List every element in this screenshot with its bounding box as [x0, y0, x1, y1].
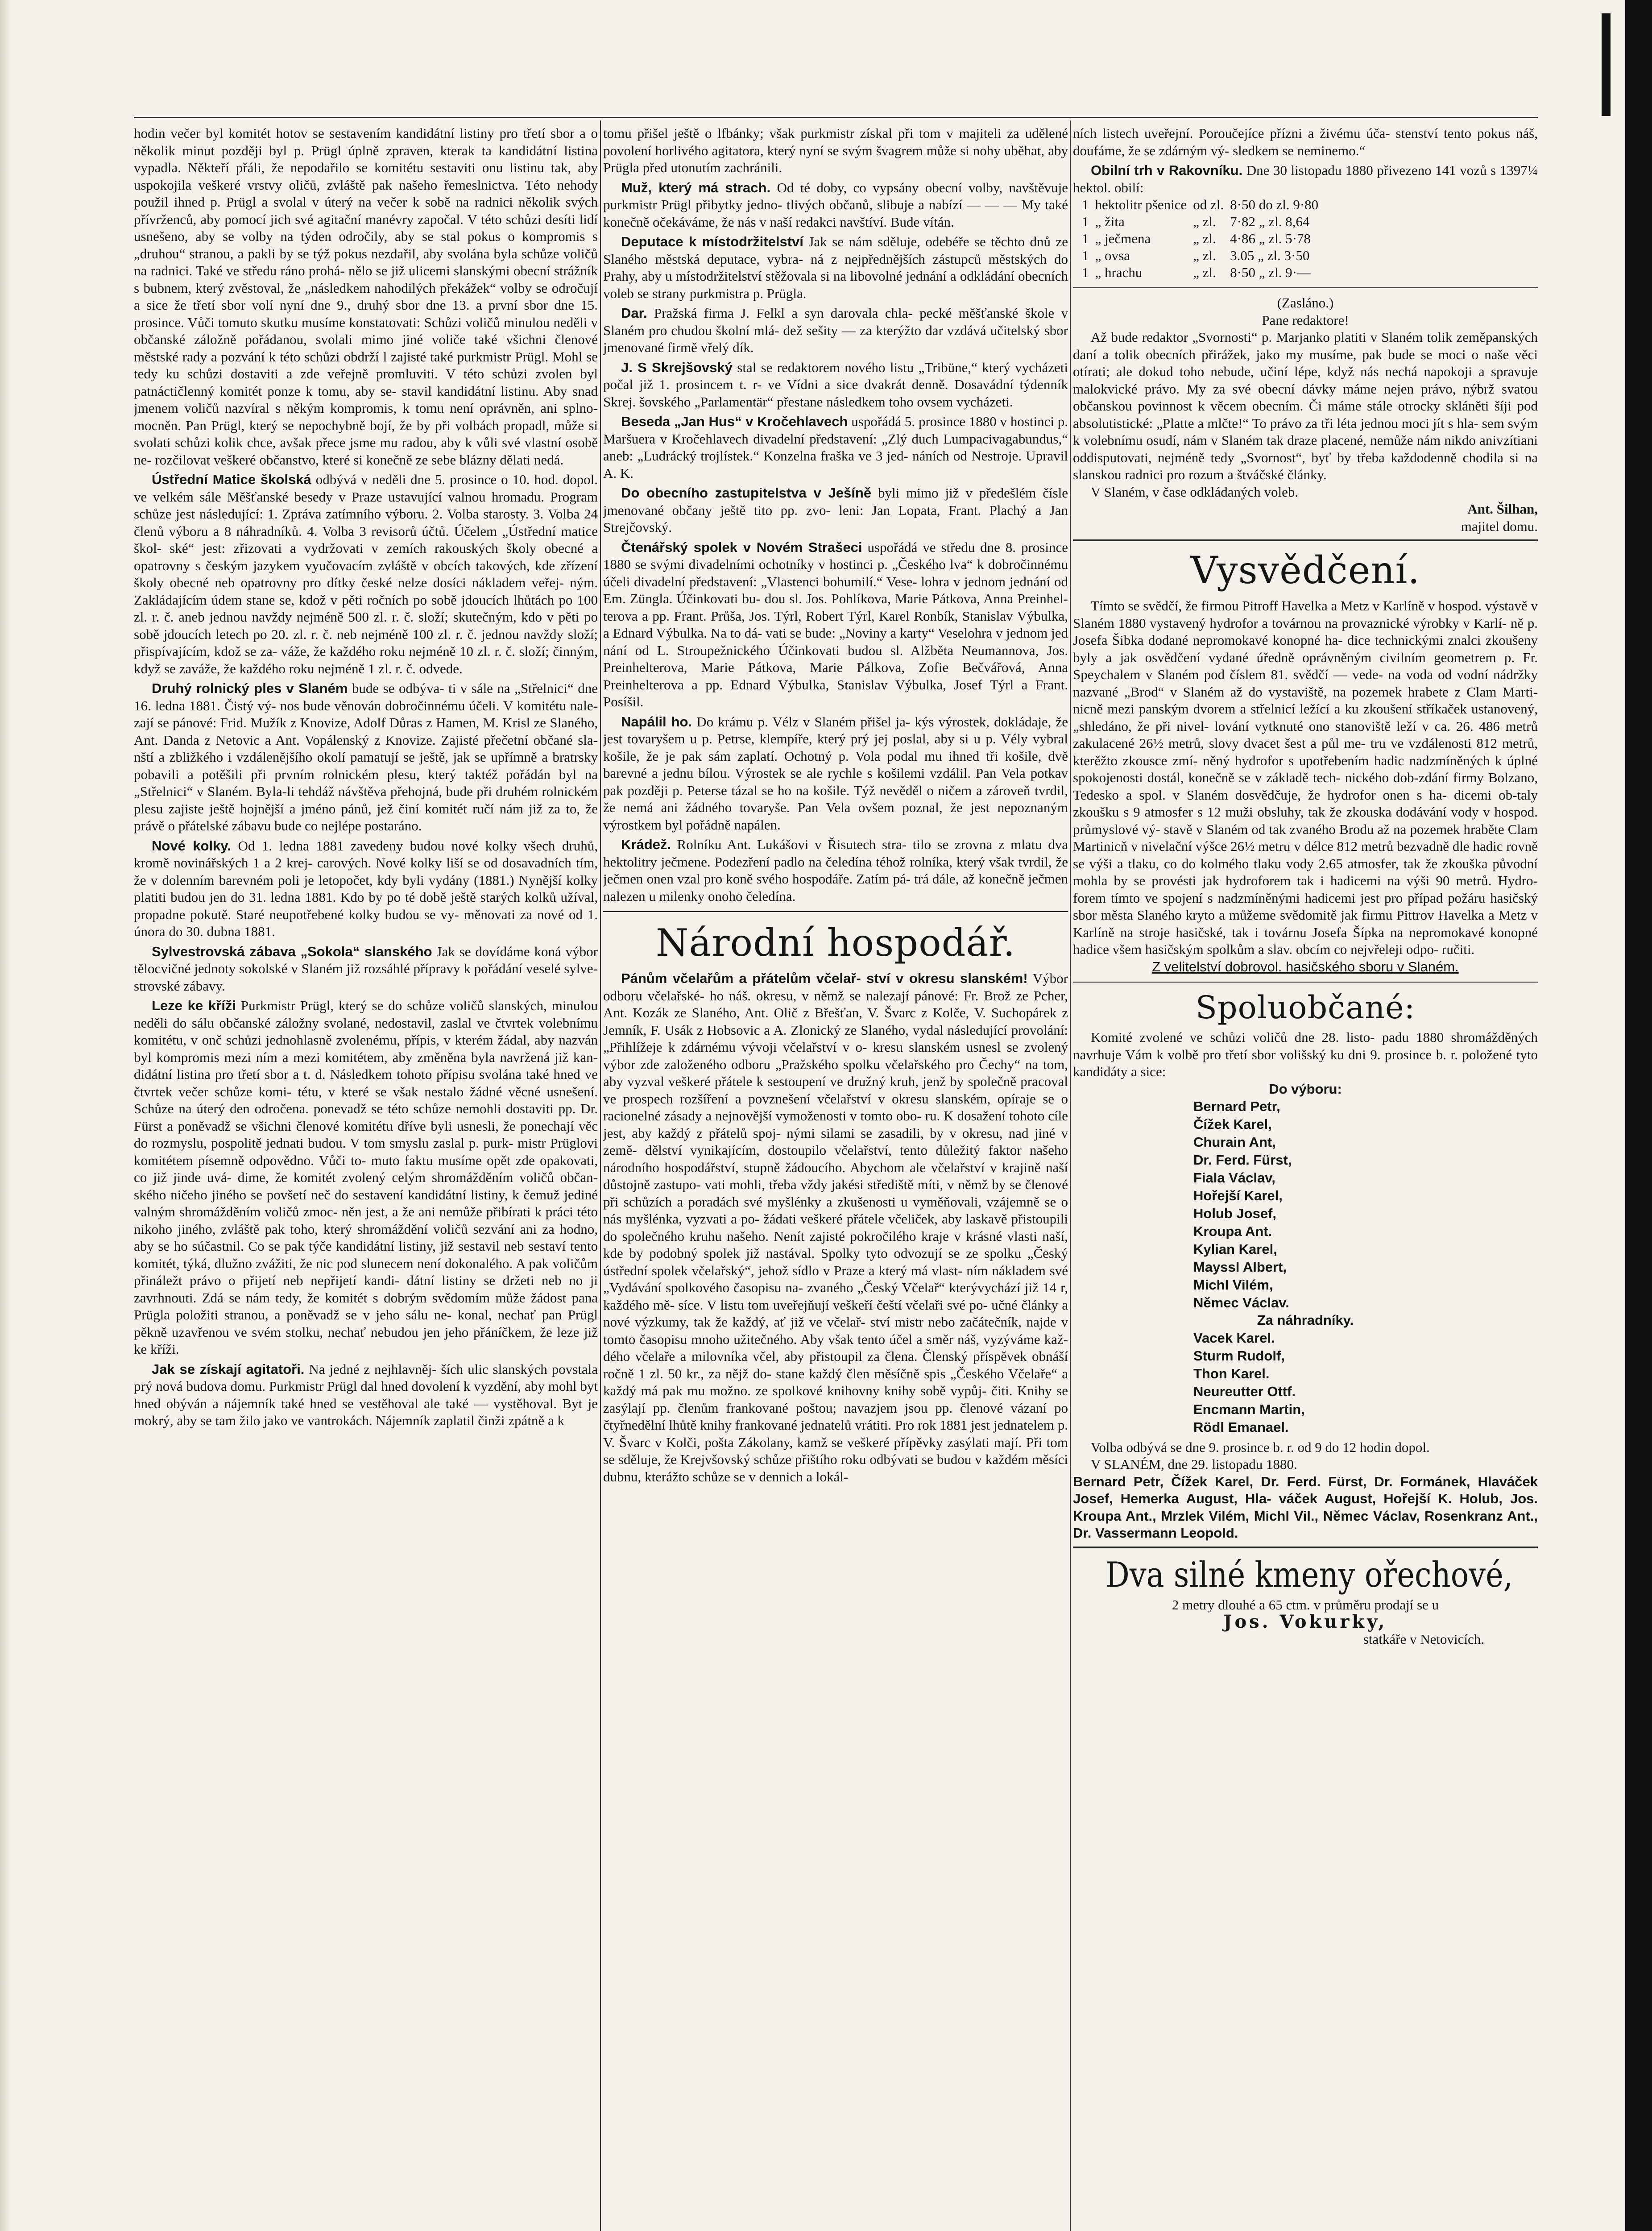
market-price-table: [1082, 196, 1325, 281]
market-row: [1082, 230, 1325, 247]
market-row: [1082, 247, 1325, 264]
article: [603, 179, 1068, 231]
market-cell: 1: [1082, 197, 1089, 212]
column-1: [134, 125, 598, 2231]
market-cell: „ ovsa: [1095, 248, 1130, 263]
article-text: tomu přišel ještě o lfbánky; však purkmistr získal při tom v majiteli za udělené povolení horlivého agitatora, který nyní se svým švagrem může si nohy uběhat, aby Prügla před utonutím zachránili.: [603, 125, 1068, 175]
advert-seller: Jos. Vokurky,: [1223, 1611, 1387, 1632]
article-text: Pražská firma J. Felkl a syn darovala chla- pecké měšťanské škole v Slaném pro chudou školní mlá- dež sešity — za kterýžto dar vzdává učitelský sbor jmenované firmě vřelý dík.: [603, 305, 1068, 355]
article-text: V SLANÉM, dne 29. listopadu 1880.: [1091, 1456, 1297, 1472]
article-heading: Krádež.: [621, 837, 671, 852]
article: [603, 713, 1068, 834]
market-report: [1073, 162, 1538, 196]
market-cell: 1: [1082, 248, 1089, 263]
article-text: Do krámu p. Vélz v Slaném přišel ja- kýs výrostek, dokládaje, že jest tovaryšem u p. Petrse, klempíře, který prý jej poslal, aby si u p. Vély vybral košile, že je pak sám zaplatí. Ochotný p. Vola podal mu ihned tři košile, dvě barevné a jednu bílou. Výrostek se ale rychle s košilemi vzdálil. Pan Vela potkav pak později p. Peterse tázal se ho na košile. Týž nevěděl o ničem a zároveň tvrdil, že nemá ani žádného tovaryše. Pan Vela ovšem poznal, že jest nepoznaným výrostkem byl pořádně napálen.: [603, 713, 1068, 833]
candidate-name: Michl Vilém,: [1193, 1277, 1273, 1293]
market-cell: „ hrachu: [1095, 265, 1143, 280]
article-text: Od té doby, co vypsány obecní volby, navštěvuje purkmistr Prügl přibytky jedno- tlivých občanů, slibuje a nabízí — — — My také konečně očekáváme, že nás v naší redakci navštíví. Bude vítán.: [603, 179, 1068, 230]
market-cell: „ zl.: [1193, 231, 1216, 246]
market-cell: „ zl.: [1193, 265, 1216, 280]
article-text: hodin večer byl komitét hotov se sestavením kandidátní listiny pro třetí sbor a o několik minut později byl p. Prügl úplně zpraven, kterak ta kandidátní listina vypadla. Někteří přáli, že nepodařilo se komitétu sestaviti onu listinu tak, aby uspokojila veškeré vrstvy oličů, zvláště pak našeho řemeslnictva. Této nehody použil ihned p. Prügl a svolal v úterý na večer k sobě na radnici několik svých přívrženců, aby pomocí jich své agitační manévry započal. V této schůzi desíti lidí usnešeno, aby se volby na týden odročily, aby se stal pokus o kompromis s „druhou“ stranou, a pakli by se týž pokus nezdařil, aby svolána byla schůze voličů na radnici. Také ve středu ráno prohá- nělo se již ulicemi slanskými obecní strážník s bubnem, který zvěstoval, že „následkem nahodilých překážek“ volby se odročují a sice že třetí sbor volí nyní dne 9., druhý sbor dne 13. a první sbor dne 15. prosince. Vůči tomuto skutku musíme konstatovati: Schůzi voličů minulou neděli v občanské záložně pořádanou, svolali mimo jiné voliče také všichni členové městské rady a pozvání k této schůzi obdrží l zajisté také purkmistr Prügl. Mohl se tedy ku schůzi dostaviti a zde veřejně promluviti. V této schůzi zvolen byl patnáctičlenný komitét ponze k tomu, aby se- stavil kandidátní listinu. Aby snad jmenem voličů nazvíral s někým kompromis, k tomu není oprávněn, ani splno- mocněn. Pan Prügl, který se nepochybně bojí, že by při volbách propadl, může si svolati schůzi kolik chce, avšak přece jsme mu radou, aby k vůli své vlastní osobě ne- rozčilovat veškeré občanstvo, které si konečně ze sebe blázny dělati nedá.: [134, 125, 598, 468]
market-row: [1082, 264, 1325, 281]
article-text: byli mimo již v předešlém čísle jmenované občany ještě tito pp. zvo- leni: Jan Lopata, Frant. Plachý a Jan Strejčovský.: [603, 485, 1068, 535]
article-heading: Ústřední Matice školská: [152, 472, 311, 487]
candidate-name: Kroupa Ant.: [1193, 1223, 1272, 1239]
committee-signatures: Bernard Petr, Čížek Karel, Dr. Ferd. Fürst, Dr. Formánek, Hlaváček Josef, Hemerka August, Hla- váček August, Hořejší K. Holub, Jos. Kroupa Ant., Mrzlek Vilém, Michl Vil., Němec Václav, Rosenkranz Ant., Dr. Vassermann Leopold.: [1073, 1473, 1538, 1541]
signature-name: Ant. Šilhan,: [1467, 501, 1538, 517]
zaslano-heading: (Zasláno.): [1277, 295, 1334, 311]
market-cell: 1: [1082, 214, 1089, 229]
article-text: bude se odbýva- ti v sále na „Střelnici“ dne 16. ledna 1881. Čistý vý- nos bude věnován dobročinnému účeli. V komitétu nale- zají se pánové: Frid. Mužík z Knovize, Adolf Důras z Hamen, M. Krisl ze Slaného, Ant. Danda z Netovic a Ant. Vopálenský z Knovize. Zajisté přečetní občané sla- nští a zbližkého i vzdálenějšího okolí pamatují se ještě, jak se upřímně a bratrsky pobavili a potěšili při prvním rolnickém plesu, který taktéž pořádán byl na „Střelnici“ v Slaném. Byla-li tehdáž návštěva přehojná, bude při druhém rolnickém plesu zajiste ještě hojnější a jméno pánů, jež činí komitét ručí nám již za to, že právě o přátelské zábavu bude co nejlépe postaráno.: [134, 680, 598, 834]
article: [134, 997, 598, 1358]
article: [603, 413, 1068, 482]
article-text: Jak se dovídáme koná výbor tělocvičné jednoty sokolské v Slaném již rozsáhlé přípravy k pořádání veselé sylve- strovské zábavy.: [134, 943, 598, 994]
article-heading: Dar.: [621, 305, 647, 321]
candidate-name: Neureutter Ottf.: [1193, 1383, 1296, 1399]
candidate-name: Dr. Ferd. Fürst,: [1193, 1152, 1292, 1168]
candidate-name: Němec Václav.: [1193, 1295, 1289, 1310]
signature-role: majitel domu.: [1461, 518, 1538, 534]
section-divider: [1073, 1547, 1538, 1548]
column-3: [1073, 125, 1538, 2231]
market-cell: 3.05 „ zl. 3·50: [1230, 248, 1310, 263]
article-heading: Napálil ho.: [621, 713, 692, 730]
page-left-edge: [0, 0, 11, 2231]
article-text: Dne 30 listopadu 1880 přivezeno 141 vozů s 1397¼ hektol. obilí:: [1073, 162, 1538, 195]
article-text: Jak se nám sděluje, odebéře se těchto dnů ze Slaného městská deputace, vybra- ná z nejpřednějších zástupců městských do Prahy, aby u místodržitelství stěžovala si na libovolné jednání a odkládání obecních voleb se strany purkmistra p. Prügla.: [603, 234, 1068, 301]
market-cell: „ zl.: [1193, 214, 1216, 229]
announcement-title: Spoluobčané:: [1195, 989, 1416, 1026]
section-divider: [1073, 287, 1538, 288]
section-divider: [603, 911, 1068, 912]
candidate-list: [1073, 1098, 1538, 1312]
article-heading: Pánům včelařům a přátelům včelař- ství v okresu slanském!: [621, 970, 1028, 986]
article-heading: Deputace k místodržitelství: [621, 234, 803, 249]
article-heading: Do obecního zastupitelstva v Ješíně: [621, 485, 872, 501]
article-heading: Čtenářský spolek v Novém Strašeci: [621, 539, 862, 555]
list-heading: Za náhradníky.: [1257, 1312, 1354, 1328]
market-cell: „ žita: [1095, 214, 1125, 229]
certificate-issuer: Z velitelství dobrovol. hasičského sboru v Slaném.: [1152, 958, 1459, 975]
article-text: stal se redaktorem nového listu „Tribüne,“ který vycházeti počal již 1. prosincem t. r- ve Vídni a sice dvakrát denně. Dosavádní týdenník Skrej. šovského „Parlamentär“ přestane následkem toho ovsem vycházeti.: [603, 359, 1068, 410]
article: [603, 970, 1068, 1485]
article-heading: Leze ke kříži: [152, 998, 236, 1013]
candidate-name: Churain Ant,: [1193, 1134, 1276, 1150]
article-text: V Slaném, v čase odkládaných voleb.: [1091, 484, 1299, 500]
article-text: uspořádá ve středu dne 8. prosince 1880 se svými divadelními ochotníky v hostinci p. „Českého lva“ k dobročinnému účeli divadelní představení: „Vlastenci bohumilí.“ Vese- lohra v jednom jednání od Em. Züngla. Účinkovati bu- dou sl. Jos. Pohlíkova, Marie Pátkova, Anna Preinhel- terova a pp. Frant. Průša, Jos. Týrl, Robert Týrl, Karel Ronbík, Stanislav Výbulka, a Ednard Výbulka. Na to dá- vati se bude: „Noviny a karty“ Veselohra v jednom jed nání od L. Stroupežnického Účinkovati budou sl. Alžběta Neumannova, Jos. Preinhelterova, Marie Pátkova, Marie Pálkova, Zofie Bečvářová, Anna Preinhelterova a pp. Ednard Výbulka, Stanislav Výbulka, Josef Týrl a Frant. Posíšil.: [603, 539, 1068, 709]
advert-seller-role: statkáře v Netovicích.: [1363, 1631, 1484, 1647]
article-text: odbývá v neděli dne 5. prosince o 10. hod. dopol. ve velkém sále Měšťanské besedy v Praze ustavující valnou hromadu. Program schůze jest následující: 1. Zpráva zatímního výboru. 2. Volba starosty. 3. Volba 24 členů výboru a 8 náhradníků. 4. Volba 3 revisorů účtů. Účelem „Ústřední matice škol- ské“ jest: zřizovati a vydržovati v zemích rakouských školy obecné a opatrovny s českým jazykem vyučovacím zvláště v obcích takových, kde zřízení školy obecné neb opatrovny pro dítky české nelze dosíci nákladem veřej- ným. Zakládajícím údem stane se, kdož v pěti ročních po sobě jdoucích lhůtách po 100 zl. r. č. aneb jednou navždy nejméně 500 zl. r. č. složí; skutečným, kdo v pěti po sobě jdoucích letech po 20. zl. r. č. neb nejméně 100 zl. r. č. jednou navždy složí; přispívajícím, kdož se za- váže, že každého roku nejméně 10 zl. r. č. složí; činným, když se zaváže, že každého roku nejméně 1 zl. r. č. odvede.: [134, 472, 598, 676]
candidate-name: Mayssl Albert,: [1193, 1259, 1287, 1275]
article: [603, 359, 1068, 411]
article: [603, 305, 1068, 357]
article-heading: Obilní trh v Rakovníku.: [1091, 162, 1243, 178]
column-2: [603, 125, 1068, 2231]
article-heading: Beseda „Jan Hus“ v Kročehlavech: [621, 414, 848, 429]
article: [134, 1361, 598, 1430]
candidate-name: Vacek Karel.: [1193, 1330, 1275, 1346]
zaslano-salutation: Pane redaktore!: [1262, 312, 1349, 328]
column-rule-1: [600, 120, 601, 2231]
article-heading: Jak se získají agitatoři.: [152, 1361, 305, 1377]
market-cell: hektolitr pšenice: [1095, 197, 1187, 212]
scan-artifact: [1602, 13, 1611, 116]
candidate-name: Holub Josef,: [1193, 1206, 1277, 1221]
article-text: Výbor odboru včelařské- ho náš. okresu, v němž se nalezají pánové: Fr. Brož ze Pcher, Ant. Kozák ze Slaného, Ant. Olič z Břešťan, V. Švarc z Kolče, V. Suchopárek z Jemník, F. Usák z Hobsovic a A. Zlonický ze Slaného, vydal následující provolání: „Přihlížeje k zdárnému vývoji včelařství v o- kresu slanském usnesl se zvolený výbor zde založeného odboru „Pražského spolku včelařského pro Čechy“ na tom, aby vyzval veškeré přátele k sestoupení ve družný kruh, jenž by společně pracoval ve prospech rozšíření a povznešení včelařství v okresu slanském, opíraje se o racionelné zásady a nejnovější vymoženosti v tomto obo- ru. K dosažení tohoto cíle jest, aby každý z přátelů spoj- nými silami se zasadili, by v okresu, nad jiné v země- dělství vynikajícím, dostoupilo včelařství, tento důležitý faktor našeho národního hospodářství, stupně žádoucího. Abychom ale včelařství v krajině naší důstojně zastupo- vati mohli, třeba vždy jakési střediště míti, v němž by se členové při schůzích a poradách své myšlénky a zkušenosti u vyměňovali, vzájemně se o nás myšlénka, vyzvati a po- žádati veškeré přátele včeliček, aby laskavě přistoupili do společného kruhu našeho. Nenít zajisté pokročilého kraje v krásné vlasti naší, kde by podobný spolek již nastával. Spolky tyto odvozují se ze spolku „Český ústřední spolek včelařský“, jehož sídlo v Praze a který má vlast- ním nákladem své „Vydávání spolkového časopisu na- zvaného „Český Včelař“ kterývychází již 14 r, každého mě- síce. V listu tom uveřejňují veškeří čeští včelaři své po- učné články a nové výzkumy, tak že každý, ať již ve včelař- ství mistr nebo začátečník, najde v tomto časopisu mnoho užitečného. Aby však tento účel a směr náš, vyzýváme kaž- dého včelaře a milovníka včel, aby přistoupil za člena. Členský příspěvek obnáší ročně 1 zl. 50 kr., za nějž do- stane každý člen měsíčně spis „Českého Včelaře“ a každý má pak mu možno. ze spolkové knihovny knihy sobě vypůj- čiti. Knihy se zasýlají pp. členům frankované poštou; navazjem jsou pp. členové vázaní po čtyřnedělní lhůtě knihy frankované jednatelů vrátiti. Pro rok 1881 jest jednatelem p. V. Švarc v Kolči, pošta Zákolany, kamž se veškeré přípěvky zasýlati mají. Při tom se sděluje, že Krejvšovský schůze přištího roku odbývati se budou v každém měsíci dubnu, kterážto schůze se v dennich a lokál-: [603, 970, 1068, 1485]
candidate-name: Bernard Petr,: [1193, 1099, 1280, 1114]
article: [134, 680, 598, 835]
article-text: Od 1. ledna 1881 zavedeny budou nové kolky všech druhů, kromě novinářských 1 a 2 krej- carových. Nové kolky liší se od dosavadních tím, že v dolenním barevném poli je letopočet, kdy byli vydány (1881.) Nynější kolky platiti budou jen do 31. ledna 1881. Kdo by po té době ještě starých kolků užíval, propadne pokutě. Staré neupotřebené kolky budou se vy- měnovati za nové od 1. února do 30. dubna 1881.: [134, 838, 598, 939]
section-title: Národní hospodář.: [655, 921, 1016, 965]
article: [603, 539, 1068, 711]
article: [603, 485, 1068, 536]
article-heading: Muž, který má strach.: [621, 179, 771, 195]
market-row: [1082, 213, 1325, 230]
market-row: [1082, 196, 1325, 213]
candidate-name: Čížek Karel,: [1193, 1116, 1272, 1132]
candidate-name: Encmann Martin,: [1193, 1401, 1305, 1417]
article-text: Tímto se svědčí, že firmou Pitroff Havelka a Metz v Karlíně v hospod. výstavě v Slaném 1880 vystavený hydrofor a továrnou na provaznické výrobky v Karlí- ně p. Josefa Šibka dodané nepromokavé konopné ha- dice technickými znalci zkoušeny byly a jak osvědčení vydané úředně oprávněným civilním geometrem p. Fr. Speychalem v Slaném pod číslem 81. svědčí — vede- na voda od vodní nádržky nazvané „Brod“ v Slaném až do vystaviště, na pozemek hrabete z Clam Marti- nicně mezi panským dvorem a střelnicí ležící a ku zkoušení stříkaček ustanovený, „shledáno, že při nivel- lování vytknuté ono stanoviště leží v ca. 26. 486 metrů zakulacené 26½ metrů, slovy dvacet šest a půl me- tru ve vzdálenosti 812 metrů, kterěžto zkousce zmí- něný hydrofor s upotřebením hadic nadzmíněných k úplné spokojenosti dostál, konečně se v základě tech- nického dob-zdání firmy Bolzano, Tedesko a spol. v Slaném dosvědčuje, že hydrofor onen s ha- dicemi ob-taly zkoušku s 9 atmosfer s 12 muži obsluhy, tak že zkouska dodávání vody v hospod. průmyslové vý- stavě v Slaném od tak zvaného Brodu až na pozemek hraběte Clam Martinicň v nivelační výšce 26½ metru v délce 812 metrů bezvadně dle hadic rovně se výši a tlaku, co do kolmého tlaku vody 2.65 atmosfer, tak že zkouška původní mohla by se provésti jak hydroforem tak i hadicemi na výši 90 metrů. Hydro- forem tímto ve spojení s nadzmíněnými hadicemi jest pro případ požáru hasičský sbor města Slaného kryto a můžeme svědomitě jak firmu Pittrov Havelka a Metz v Karlíně na stroje hasičské, tak i továrnu Josefa Šípka na nepromokavé konopné hadice všem hasičským spolkům a slav. obcím co nejvřeleji odpo- ručiti.: [1073, 598, 1538, 957]
candidate-name: Kylian Karel,: [1193, 1241, 1277, 1257]
article-text: ních listech uveřejní. Poroučejíce přízni a živému úča- stenství tento pokus náš, doufáme, že se zdárným vý- sledkem se neminemo.“: [1073, 125, 1538, 158]
market-cell: od zl.: [1193, 197, 1224, 212]
candidate-name: Hořejší Karel,: [1193, 1188, 1283, 1203]
candidate-name: Rödl Emanael.: [1193, 1419, 1289, 1435]
top-rule: [134, 117, 1538, 118]
advert-text: 2 metry dlouhé a 65 ctm. v průměru prodají se u: [1172, 1597, 1439, 1613]
candidate-name: Sturm Rudolf,: [1193, 1348, 1285, 1364]
article-heading: Druhý rolnický ples v Slaném: [152, 680, 348, 696]
article: [134, 838, 598, 941]
market-cell: „ ječmena: [1095, 231, 1151, 246]
article: [134, 471, 598, 677]
article: [603, 836, 1068, 905]
market-cell: 4·86 „ zl. 5·78: [1230, 231, 1311, 246]
market-cell: „ zl.: [1193, 248, 1216, 263]
substitute-list: [1073, 1329, 1538, 1436]
section-divider: [1073, 539, 1538, 541]
market-cell: 8·50 do zl. 9·80: [1230, 197, 1319, 212]
market-cell: 8·50 „ zl. 9·—: [1230, 265, 1311, 280]
market-cell: 7·82 „ zl. 8,64: [1230, 214, 1310, 229]
article: [603, 233, 1068, 302]
section-divider: [1073, 982, 1538, 983]
article-heading: Sylvestrovská zábava „Sokola“ slanského: [152, 943, 432, 959]
market-cell: 1: [1082, 231, 1089, 246]
advert-title: Dva silné kmeny ořechové,: [1105, 1555, 1513, 1595]
article-text: Rolníku Ant. Lukášovi v Řisutech stra- tilo se zrovna z mlatu dva hektolitry ječmene. Podezření padlo na čeledína téhož rolníka, který však tvrdil, že ječmen onen vzal pro koně svého hospodáře. Zatím pá- trá dále, až konečně ječmen nalezen u milenky onoho čeledína.: [603, 837, 1068, 904]
certificate-title: Vysvědčení.: [1190, 548, 1420, 592]
article-text: Až bude redaktor „Svornosti“ p. Marjanko platiti v Slaném tolik zeměpanských daní a tolik obecních přirážek, jako my musíme, pak bude se moci o naše věci otírati; ale dokud toho nebude, učiní lépe, když nás nechá napokoji a spravuje malokvické právo. My za své obecní dávky máme nejen právo, nýbrž svatou občanskou povinnost k věcem obecním. Či máme stále otrocky skláněti šíji pod absolutistické: „Platte a mlčte!“ To právo za tři léta jednou moci jít s hla- sem svým k volebnímu osudí, nám v Slaném tak draze placené, nemůže nám nikdo anivzítiani oddisputovati, nejméně tedy „Svornost“, byť by třeba každodenně chodila si na slanskou radnici pro rozum a štváčské články.: [1073, 329, 1538, 482]
article: [134, 943, 598, 995]
column-rule-2: [1070, 120, 1071, 2231]
article-heading: Nové kolky.: [152, 838, 231, 854]
candidate-name: Thon Karel.: [1193, 1365, 1270, 1381]
article-heading: J. S Skrejšovský: [621, 359, 733, 375]
market-cell: 1: [1082, 265, 1089, 280]
article-text: Volba odbývá se dne 9. prosince b. r. od 9 do 12 hodin dopol.: [1091, 1439, 1430, 1455]
article-text: Komité zvolené ve schůzi voličů dne 28. listo- padu 1880 shromážděných navrhuje Vám k volbě pro třetí sbor volišský ku dni 9. prosince b. r. položené tyto kandidáty a sice:: [1073, 1029, 1538, 1079]
list-heading: Do výboru:: [1269, 1081, 1342, 1097]
article-text: Na jedné z nejhlavněj- ších ulic slanských povstala prý nová budova domu. Purkmistr Prügl dal hned dovolení k vyzdění, aby mohl byt hned obýván a nájemník také hned se vestěhoval ale také — vystěhoval. Byt je mokrý, aby se tam žilo jako ve vantrokách. Nájemník zaplatil činži zpátně a k: [134, 1361, 598, 1428]
article-text: uspořádá 5. prosince 1880 v hostinci p. Maršuera v Kročehlavech divadelní představení: „Zlý duch Lumpacivagabundus,“ aneb: „Ludrácký trojlístek.“ Konzelna fraška ve 3 jed- náních od Nestroje. Upravil A. K.: [603, 414, 1068, 481]
article-text: Purkmistr Prügl, který se do schůze voličů slanských, minulou neděli do sálu občanské záložny svolané, nedostavil, zaslal ve čtvrtek volebnímu komitétu, v onč schůzi jednohlasně zvolenému, přípis, v kterém žádal, aby nazván byl kompromis mezi ním a mezi komitétem, aby změněna byla navržená již kan- didátní listina pro třetí sbor a t. d. Následkem tohoto přípisu svolána také hned ve čtvrtek večer schůze komi- tétu, v které se však nestalo žádné věcné usnešení. Schůze na úterý den odročena. ponevadž se této schůze nemohli dostaviti pp. Dr. Fürst a poněvadž se všichni členové komitétu dříve byli usnesli, že ponechají věc do rozmyslu, pospolitě jednati budou. V tom smyslu zaslal p. purk- mistr Prüglovi komitétem písemně odpovědno. Vůči to- muto faktu musíme opět zde opakovati, co již jinde uvá- dime, že komitét zvolený celým shromážděním voličů občan- ského ničeho jiného se povšetí neč do sestavení kandidátní listiny, k čemuž jediné valným shromážděním voličů zmoc- něn jest, a že ani nemůže přibírati k práci této nikoho jiného, zvláště pak toho, který shromáždění voličů sezvání ani za hodno, aby se ho súčastnil. Co se pak týče kandidátní listiny, již sestavil neb sestaví tento komitét, týká, dlužno zvážiti, že nic pod slunecem není dokonalého. A pak voličům přináležt právo o přijetí neb nepřijetí kandi- dátní listiny se držeti neb no ji zavrhnouti. Zdá se nám tedy, že komitét s dobrým svědomím může žádost pana Prügla položiti stranou, a poněvadž se v jeho sálu ne- konal, nechať pan Prügl pěkně uzavřenou ve svém stolku, nechať nebudou jen jeho přáníčkem, že leze již ke kříži.: [134, 998, 598, 1357]
scan-dark-margin: [1625, 0, 1652, 2231]
candidate-name: Fiala Václav,: [1193, 1170, 1275, 1186]
